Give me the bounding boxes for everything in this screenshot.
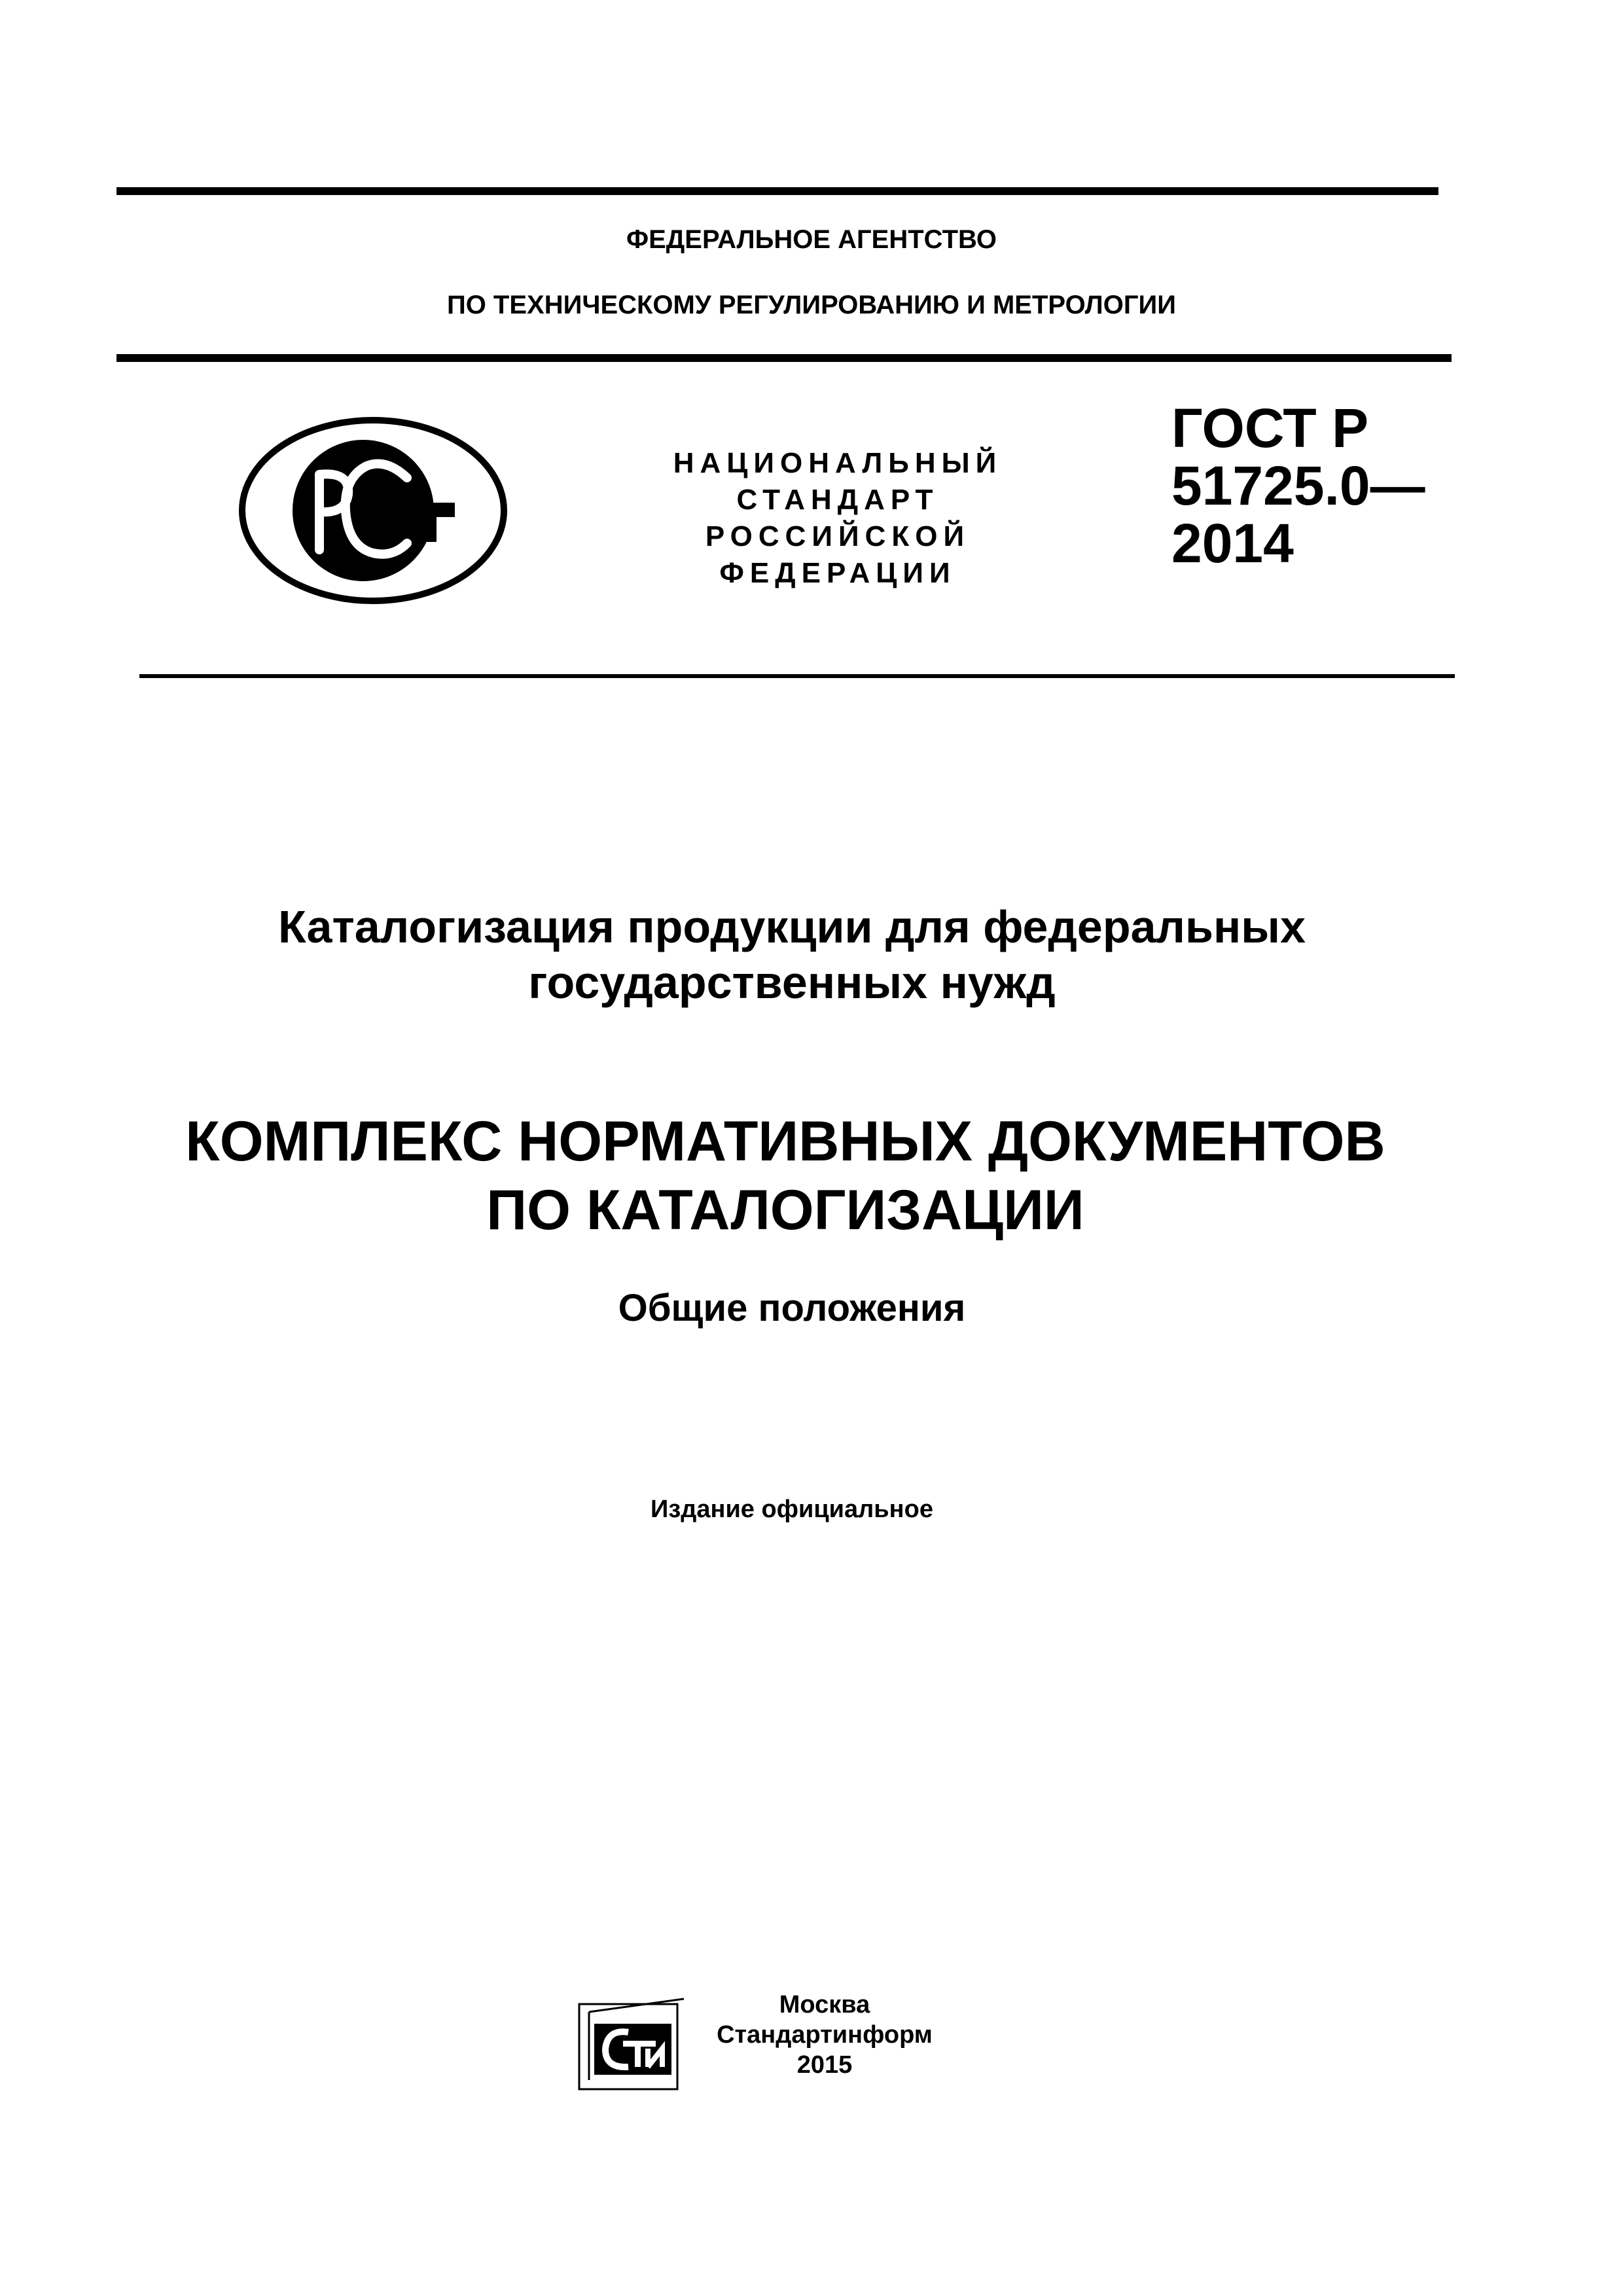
document-subtitle: Общие положения — [618, 1287, 966, 1329]
agency-line-1: ФЕДЕРАЛЬНОЕ АГЕНТСТВО — [626, 225, 997, 254]
gost-line-2: 51725.0— — [1171, 455, 1425, 516]
publisher-name: Стандартинформ — [717, 2021, 933, 2049]
document-title-line-1: Каталогизация продукции для федеральных — [277, 901, 1306, 952]
gost-line-3: 2014 — [1171, 512, 1294, 574]
masthead-bottom-rule — [139, 674, 1455, 678]
main-title-line-1: КОМПЛЕКС НОРМАТИВНЫХ ДОКУМЕНТОВ — [185, 1110, 1385, 1173]
agency-line-2: ПО ТЕХНИЧЕСКОМУ РЕГУЛИРОВАНИЮ И МЕТРОЛОГИИ — [446, 291, 1177, 319]
main-title-line-2: ПО КАТАЛОГИЗАЦИИ — [486, 1179, 1084, 1242]
top-rule — [116, 187, 1438, 195]
designation-line-2: СТАНДАРТ — [736, 484, 939, 516]
standartinform-logo — [576, 1996, 687, 2094]
publisher-city: Москва — [779, 1991, 870, 2018]
edition-label: Издание официальное — [651, 1496, 933, 1523]
rst-conformity-logo — [236, 412, 510, 609]
publication-year: 2015 — [796, 2051, 853, 2079]
designation-line-4: ФЕДЕРАЦИИ — [719, 557, 956, 589]
designation-line-3: РОССИЙСКОЙ — [705, 520, 971, 552]
gost-line-1: ГОСТ Р — [1171, 397, 1369, 459]
publisher-block — [694, 1990, 955, 2080]
document-title-line-2: государственных нужд — [528, 957, 1056, 1008]
national-standard-label — [641, 445, 1034, 592]
header-bottom-rule — [116, 354, 1452, 362]
designation-line-1: НАЦИОНАЛЬНЫЙ — [673, 447, 1003, 479]
gost-number — [1171, 399, 1425, 572]
